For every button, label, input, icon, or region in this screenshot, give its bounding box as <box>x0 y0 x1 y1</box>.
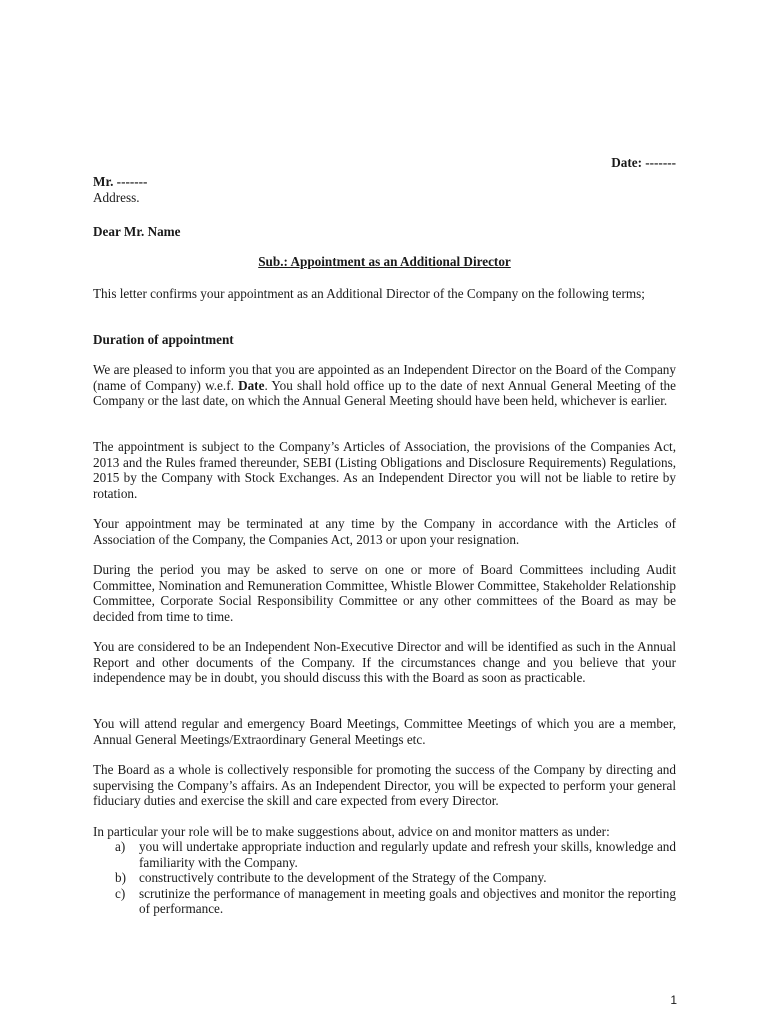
list-item <box>93 886 676 917</box>
page-number: 1 <box>670 993 677 1007</box>
paragraph-committees: During the period you may be asked to serve on one or more of Board Committees including Audit Committee, Nomination and Remuneration Committee, Whistle Blower Committee, Stakeholder Relationship Committee, Corporate Social Responsibility Committee or any other committees of the Board as may be decided from time to time. <box>93 562 676 624</box>
paragraph-subject-to: The appointment is subject to the Company’s Articles of Association, the provisions of the Companies Act, 2013 and the Rules framed thereunder, SEBI (Listing Obligations and Disclosure Requirements) Regulations, 2015 by the Company with Stock Exchanges. As an Independent Director you will not be liable to retire by rotation. <box>93 439 676 501</box>
paragraph-role: In particular your role will be to make suggestions about, advice on and monitor matters as under: <box>93 824 610 839</box>
list-marker: a) <box>115 839 126 854</box>
list-marker: b) <box>115 870 126 885</box>
paragraph-duration <box>93 362 676 409</box>
paragraph-meetings: You will attend regular and emergency Board Meetings, Committee Meetings of which you are a member, Annual General Meetings/Extraordinary General Meetings etc. <box>93 716 676 747</box>
list-item <box>93 839 676 870</box>
paragraph-termination: Your appointment may be terminated at any time by the Company in accordance with the Articles of Association of the Company, the Companies Act, 2013 or upon your resignation. <box>93 516 676 547</box>
list-marker: c) <box>115 885 126 901</box>
addressee-address: Address. <box>93 189 140 205</box>
letter-date: Date: ------- <box>611 155 676 170</box>
paragraph-duration-text: We are pleased to inform you that you are appointed as an Independent Director on the Board of the Company (name of Company) w.e.f. <box>93 362 676 393</box>
letter-page <box>93 0 676 1024</box>
list-item-text: constructively contribute to the development of the Strategy of the Company. <box>139 870 547 885</box>
salutation: Dear Mr. Name <box>93 224 181 239</box>
paragraph-independence: You are considered to be an Independent Non-Executive Director and will be identified as such in the Annual Report and other documents of the Company. If the circumstances change and you believe that your independence may be in doubt, you should discuss this with the Board as soon as practicable. <box>93 639 676 685</box>
subject-line: Sub.: Appointment as an Additional Director <box>258 254 511 269</box>
list-item <box>93 870 676 886</box>
list-item-text: you will undertake appropriate induction and regularly update and refresh your skills, knowledge and familiarity with the Company. <box>139 839 676 870</box>
intro-paragraph: This letter confirms your appointment as an Additional Director of the Company on the following terms; <box>93 286 645 301</box>
addressee-name: Mr. ------- <box>93 174 148 189</box>
paragraph-duration-date: Date <box>238 377 265 393</box>
section-heading: Duration of appointment <box>93 332 234 347</box>
paragraph-board-responsibility: The Board as a whole is collectively responsible for promoting the success of the Company by directing and supervising the Company’s affairs. As an Independent Director, you will be expected to perform your general fiduciary duties and exercise the skill and care expected from every Director. <box>93 762 676 808</box>
paragraph-duration-rest: . You shall hold office up to the date of next Annual General Meeting of the Company or the last date, on which the Annual General Meeting should have been held, whichever is earlier. <box>93 377 676 408</box>
addressee-block <box>93 174 147 205</box>
role-list <box>93 839 676 917</box>
list-item-text: scrutinize the performance of management in meeting goals and objectives and monitor the reporting of performance. <box>139 885 676 916</box>
